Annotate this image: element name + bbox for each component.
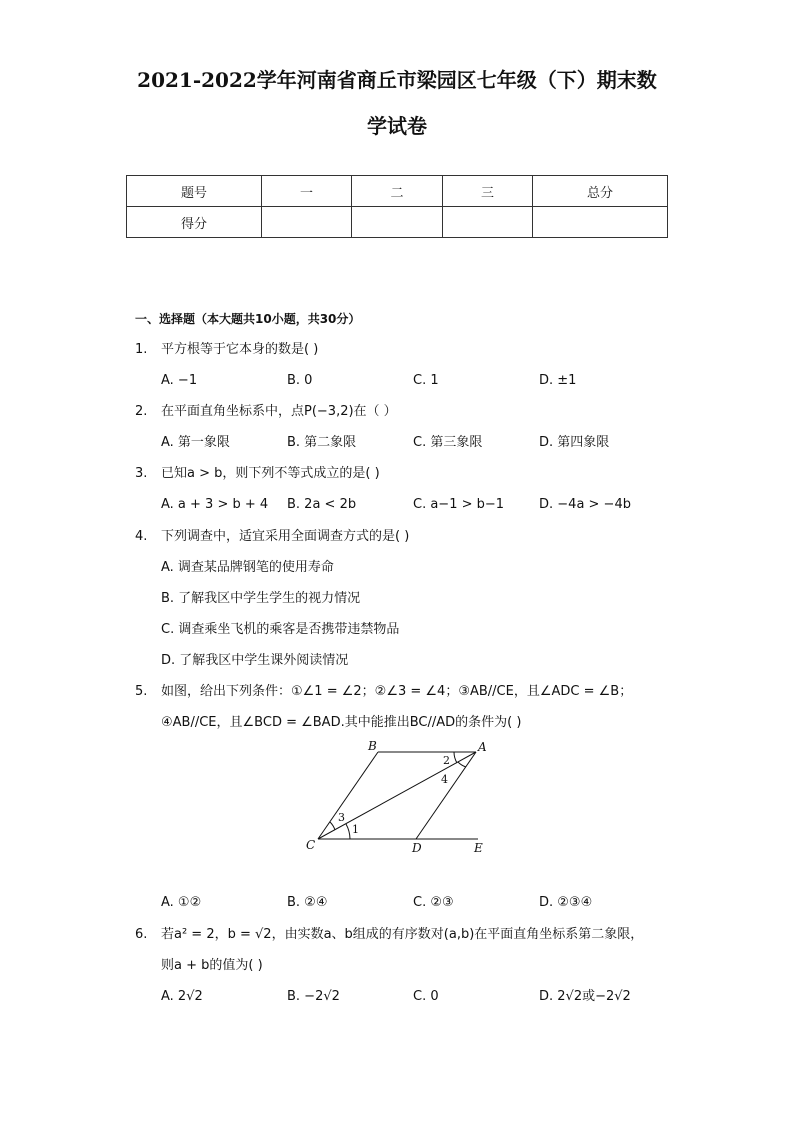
parallelogram-figure (290, 733, 500, 858)
option-d: D. 2√2或−2√2 (539, 989, 631, 1004)
score-cell (533, 207, 668, 238)
angle-arc-2 (454, 752, 457, 763)
segment-bc (318, 752, 378, 839)
point-label-a: A (478, 740, 487, 754)
angle-arc-1 (346, 824, 350, 839)
segment-ca (318, 752, 476, 839)
option-b: B. −2√2 (287, 989, 340, 1004)
score-header-cell: 总分 (533, 176, 668, 207)
question-text: 下列调查中，适宜采用全面调查方式的是( ) (161, 529, 410, 544)
question-text-continued: ④AB//CE，且∠BCD = ∠BAD.其中能推出BC//AD的条件为( ) (161, 715, 522, 730)
option-c: C. 调查乘坐飞机的乘客是否携带违禁物品 (161, 622, 400, 637)
option-c: C. 第三象限 (413, 435, 483, 450)
option-d: D. −4a > −4b (539, 497, 631, 512)
score-header-cell: 三 (443, 176, 533, 207)
option-b: B. ②④ (287, 895, 328, 910)
angle-label-1: 1 (352, 823, 359, 836)
option-a: A. 2√2 (161, 989, 203, 1004)
score-row-label: 得分 (127, 207, 262, 238)
point-label-d: D (412, 841, 422, 855)
angle-arc-4 (458, 762, 466, 767)
option-b: B. 0 (287, 373, 313, 388)
option-a: A. 调查某品牌钢笔的使用寿命 (161, 560, 334, 575)
score-header-cell: 一 (262, 176, 352, 207)
option-a: A. a + 3 > b + 4 (161, 497, 269, 512)
score-cell (262, 207, 352, 238)
option-b: B. 2a < 2b (287, 497, 357, 512)
point-label-e: E (474, 841, 483, 855)
option-d: D. 了解我区中学生课外阅读情况 (161, 653, 349, 668)
angle-label-2: 2 (443, 754, 450, 767)
option-d: D. ②③④ (539, 895, 593, 910)
option-b: B. 第二象限 (287, 435, 357, 450)
option-d: D. ±1 (539, 373, 577, 388)
question-number: 4. (135, 529, 148, 544)
question-text: 在平面直角坐标系中，点P(−3,2)在（ ） (161, 404, 397, 419)
option-c: C. 0 (413, 989, 439, 1004)
option-a: A. 第一象限 (161, 435, 230, 450)
angle-label-3: 3 (338, 811, 345, 824)
score-header-cell: 题号 (127, 176, 262, 207)
option-b: B. 了解我区中学生学生的视力情况 (161, 591, 361, 606)
question-number: 2. (135, 404, 148, 419)
score-table-score-row (127, 207, 668, 238)
score-cell (352, 207, 443, 238)
score-table-header-row (127, 176, 668, 207)
exam-title-line2: 学试卷 (367, 114, 427, 138)
question-text: 如图，给出下列条件：①∠1 = ∠2；②∠3 = ∠4；③AB//CE，且∠ADC = ∠B； (161, 684, 633, 699)
point-label-c: C (306, 838, 316, 852)
question-number: 5. (135, 684, 148, 699)
option-c: C. a−1 > b−1 (413, 497, 505, 512)
question-text: 平方根等于它本身的数是( ) (161, 342, 319, 357)
section-heading: 一、选择题（本大题共10小题，共30分） (135, 312, 361, 326)
option-c: C. ②③ (413, 895, 454, 910)
option-c: C. 1 (413, 373, 439, 388)
option-d: D. 第四象限 (539, 435, 610, 450)
question-text: 若a² = 2，b = √2，由实数a、b组成的有序数对(a,b)在平面直角坐标系第二象限， (161, 927, 644, 942)
option-a: A. ①② (161, 895, 202, 910)
angle-arc-3 (330, 822, 335, 830)
question-number: 6. (135, 927, 148, 942)
score-cell (443, 207, 533, 238)
option-a: A. −1 (161, 373, 198, 388)
question-text-continued: 则a + b的值为( ) (161, 958, 263, 973)
score-table (126, 175, 668, 238)
angle-label-4: 4 (441, 773, 448, 786)
question-text: 已知a > b，则下列不等式成立的是( ) (161, 466, 380, 481)
score-header-cell: 二 (352, 176, 443, 207)
question-number: 3. (135, 466, 148, 481)
point-label-b: B (368, 739, 377, 753)
question-number: 1. (135, 342, 148, 357)
exam-title-line1: 2021-2022学年河南省商丘市梁园区七年级（下）期末数 (137, 68, 657, 92)
